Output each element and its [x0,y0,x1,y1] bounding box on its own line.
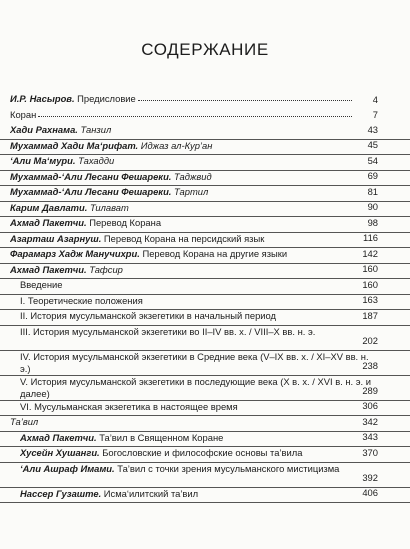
toc-entry [0,93,410,109]
toc-entry-text [20,376,378,400]
toc-page-number: 54 [367,154,378,166]
toc-page-number: 289 [362,384,378,396]
toc-entry-text [20,310,378,322]
toc-entry-text [10,140,378,152]
toc-page-number: 238 [362,359,378,371]
toc-author: Ахмад Пакетчи. [10,263,87,275]
table-of-contents [0,93,410,503]
toc-author: Хусейн Хушанги. [20,447,100,458]
toc-page-number: 4 [372,93,378,105]
toc-author: ‘Али Ма‘мури. [10,155,76,166]
toc-entry-text [10,233,378,245]
toc-title: Та’вил в Священном Коране [99,431,224,443]
toc-entry-text [20,401,378,413]
toc-entry-text [10,416,378,428]
toc-page-number: 45 [367,139,378,150]
toc-entry [0,376,410,401]
toc-entry [0,124,410,140]
toc-entry [0,217,410,233]
toc-entry [0,171,410,187]
toc-page-number: 98 [367,216,378,228]
toc-entry-text [20,295,378,307]
toc-entry-text [10,171,378,183]
toc-entry-text [20,279,378,291]
toc-entry-text [20,432,378,444]
toc-page-number: 392 [362,471,378,483]
toc-entry [0,488,410,504]
toc-entry-text [10,217,378,229]
toc-entry [0,140,410,156]
toc-title: III. История мусульманской экзегетики во II–IV вв. х. / VIII–X вв. н. э. [20,325,316,337]
toc-entry-text [10,202,378,214]
toc-title: Та’вил с точки зрения мусульманского мистицизма [117,462,340,474]
toc-title: Предисловие [77,93,136,104]
toc-page-number: 69 [367,170,378,181]
toc-entry [0,416,410,432]
toc-title: Тартил [174,186,209,197]
dot-leader [38,116,352,117]
toc-author: Хади Рахнама. [10,124,78,135]
toc-title: IV. История мусульманской экзегетики в Средние века (V–IX вв. х. / XI–XV вв. н. э.) [20,350,369,374]
toc-title: Та’вил [10,416,39,427]
toc-page-number: 342 [362,415,378,427]
toc-entry [0,351,410,376]
toc-entry-text [10,93,378,105]
toc-author: ‘Али Ашраф Имами. [20,462,115,474]
toc-entry-text [20,447,378,459]
toc-title: Таджвид [174,170,212,182]
toc-page-number: 7 [372,109,378,120]
toc-title: II. История мусульманской экзегетики в начальный период [20,310,277,321]
toc-page-number: 160 [362,278,378,290]
toc-author: И.Р. Насыров. [10,93,75,104]
toc-entry [0,326,410,351]
toc-title: Введение [20,279,63,290]
toc-author: Мухаммад-‘Али Лесани Фешареки. [10,170,172,182]
toc-page-number: 90 [367,201,378,212]
toc-entry-text [10,264,378,276]
toc-entry [0,186,410,202]
toc-title: Танзил [80,124,112,135]
toc-page-number: 306 [362,400,378,411]
toc-entry [0,264,410,280]
toc-entry-text [10,124,378,136]
toc-entry-text [20,351,378,375]
toc-page-number: 163 [362,294,378,305]
toc-page-number: 43 [367,123,378,135]
toc-author: Мухаммад-‘Али Лесани Фешареки. [10,186,172,197]
toc-title: Тафсир [89,263,123,275]
toc-entry [0,463,410,488]
toc-author: Фарамарз Хадж Манучихри. [10,248,140,259]
toc-page-number: 187 [362,309,378,321]
toc-title: Тилават [89,201,129,213]
toc-author: Карим Давлати. [10,201,88,213]
toc-author: Нассер Гузаште. [20,487,102,499]
toc-author: Азарташ Азарнуш. [10,232,102,244]
toc-entry [0,233,410,249]
toc-entry [0,432,410,448]
toc-entry-text [20,463,378,475]
toc-page-number: 343 [362,431,378,442]
toc-entry-text [10,186,378,198]
toc-title: Тахадди [78,155,115,166]
toc-title: Богословские и философские основы та’вила [102,447,303,458]
toc-page-number: 116 [363,232,378,243]
toc-title: Иджаз ал-Кур’ан [140,139,213,151]
toc-title: Перевод Корана на другие языки [142,248,288,259]
toc-entry [0,109,410,125]
toc-entry [0,248,410,264]
toc-entry-text [10,109,378,121]
toc-title: Перевод Корана [89,217,162,228]
toc-title: Перевод Корана на персидский язык [103,232,265,244]
toc-page-number: 160 [362,263,378,274]
toc-page-number: 370 [362,446,378,458]
dot-leader [138,100,352,101]
toc-title: Коран [10,108,37,120]
toc-author: Ахмад Пакетчи. [10,217,87,228]
toc-entry [0,401,410,417]
toc-entry-text [20,488,378,500]
toc-author: Мухаммад Хади Ма‘рифат. [10,139,139,151]
toc-entry-text [20,326,378,338]
toc-title: V. История мусульманской экзегетики в последующие века (X в. х. / XVI в. н. э. и далее) [20,375,372,399]
toc-title: Исма‘илитский та’вил [103,487,199,499]
toc-title: I. Теоретические положения [20,294,143,306]
toc-title: VI. Мусульманская экзегетика в настоящее время [20,400,238,412]
toc-entry [0,155,410,171]
toc-entry [0,310,410,326]
toc-entry [0,447,410,463]
toc-entry-text [10,155,378,167]
toc-entry [0,295,410,311]
toc-page-number: 81 [367,185,378,197]
toc-entry-text [10,248,378,260]
toc-page-number: 142 [362,247,378,259]
page-title: СОДЕРЖАНИЕ [141,40,269,59]
toc-entry [0,202,410,218]
toc-author: Ахмад Пакетчи. [20,431,97,443]
toc-page-number: 202 [362,334,378,346]
toc-page-number: 406 [362,487,378,498]
toc-entry [0,279,410,295]
